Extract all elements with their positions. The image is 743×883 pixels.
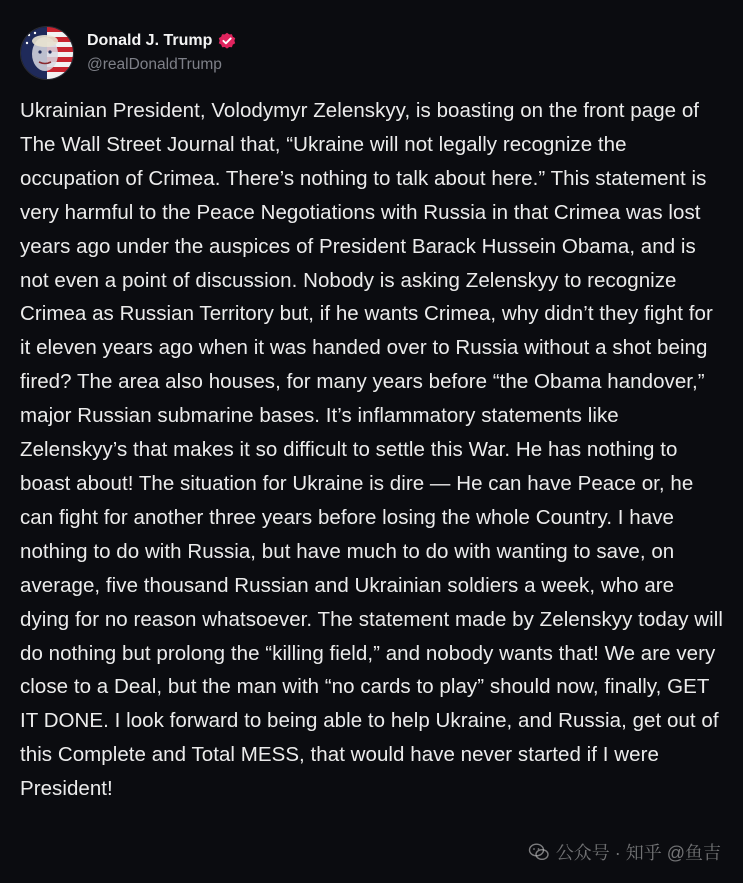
wechat-icon xyxy=(528,841,550,863)
avatar-flag-face-icon xyxy=(21,27,73,79)
name-row xyxy=(87,30,236,52)
post-body-text: Ukrainian President, Volodymyr Zelenskyy, is boasting on the front page of The Wall Street Journal that, “Ukraine will not legally recognize the occupation of Crimea. There’s nothing to talk about here.” This statement is very harmful to the Peace Negotiations with Russia in that Crimea was lost years ago under the auspices of President Barack Hussein Obama, and is not even a point of discussion. Nobody is asking Zelenskyy to recognize Crimea as Russian Territory but, if he wants Crimea, why didn’t they fight for it eleven years ago when it was handed over to Russia without a shot being fired? The area also houses, for many years before “the Obama handover,” major Russian submarine bases. It’s inflammatory statements like Zelenskyy’s that makes it so difficult to settle this War. He has nothing to boast about! The situation for Ukraine is dire — He can have Peace or, he can fight for another three years before losing the whole Country. I have nothing to do with Russia, but have much to do with wanting to save, on average, five thousand Russian and Ukrainian soldiers a week, who are dying for no reason whatsoever. The statement made by Zelenskyy today will do nothing but prolong the “killing field,” and nobody wants that! We are very close to a Deal, but the man with “no cards to play” should now, finally, GET IT DONE. I look forward to being able to help Ukraine, and Russia, get out of this Complete and Total MESS, that would have never started if I were President! xyxy=(20,99,723,801)
verified-badge-icon xyxy=(218,32,236,50)
watermark-text: 公众号 · 知乎 @鱼吉 xyxy=(555,843,721,863)
post-header xyxy=(20,24,723,82)
author-display-name[interactable]: Donald J. Trump xyxy=(87,32,213,49)
watermark xyxy=(528,839,721,865)
author-handle[interactable]: @realDonaldTrump xyxy=(87,56,222,73)
author-names xyxy=(87,30,236,76)
avatar[interactable] xyxy=(20,26,74,80)
